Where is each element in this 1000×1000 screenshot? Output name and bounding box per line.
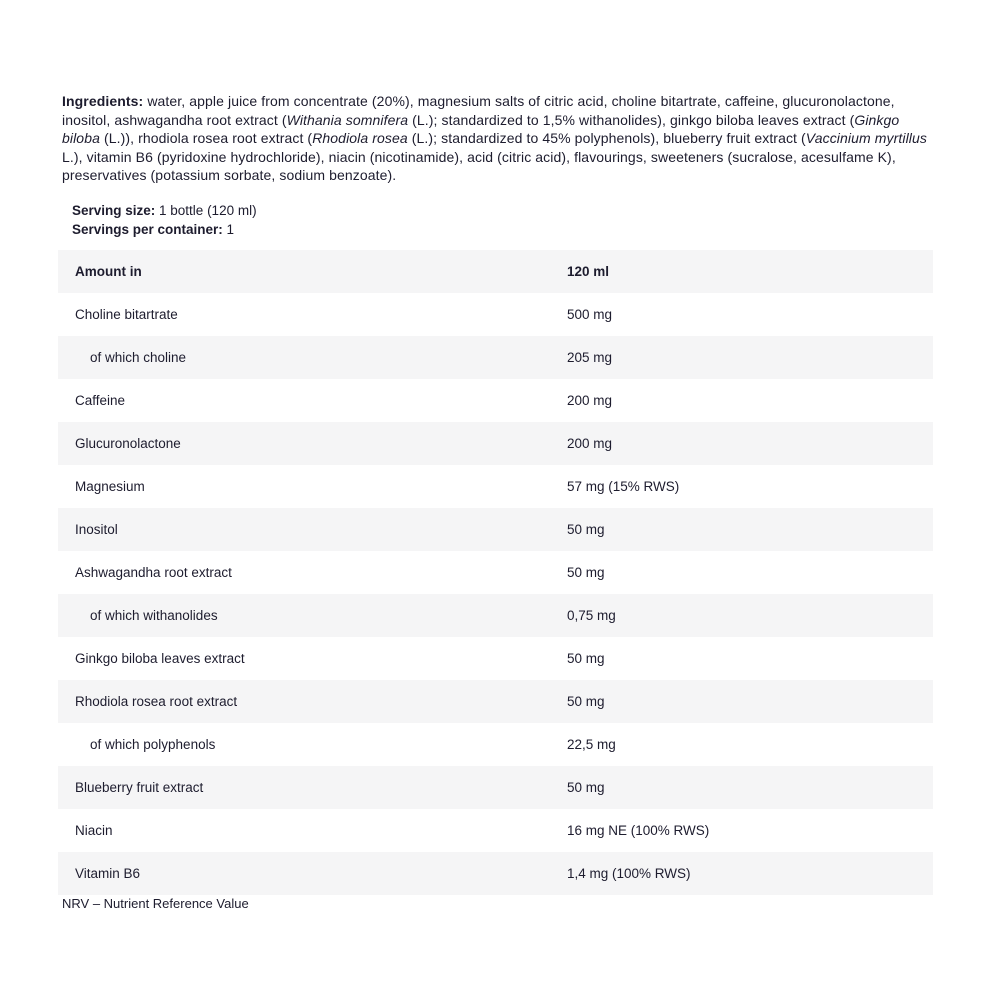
nutrient-name: Inositol [75, 522, 118, 537]
nutrient-name: Choline bitartrate [75, 307, 178, 322]
table-row [58, 637, 933, 680]
nutrition-table [58, 250, 933, 895]
nutrient-name: Glucuronolactone [75, 436, 181, 451]
table-row [58, 680, 933, 723]
nutrient-amount: 50 mg [567, 651, 605, 666]
nutrient-name: of which choline [90, 350, 187, 365]
nutrient-amount: 50 mg [567, 522, 605, 537]
table-row [58, 723, 933, 766]
nutrient-amount: 1,4 mg (100% RWS) [567, 866, 691, 881]
serving-size-label: Serving size: [72, 203, 156, 218]
nutrient-name: Ginkgo biloba leaves extract [75, 651, 245, 666]
nutrient-name: Ashwagandha root extract [75, 565, 232, 580]
nutrient-amount: 50 mg [567, 694, 605, 709]
ingredients-label: Ingredients: [62, 93, 144, 109]
nutrient-amount: 0,75 mg [567, 608, 616, 623]
table-row [58, 766, 933, 809]
nutrient-name: of which withanolides [90, 608, 218, 623]
table-row [58, 336, 933, 379]
nutrient-name: Magnesium [75, 479, 145, 494]
table-row [58, 594, 933, 637]
header-amount-in: Amount in [75, 264, 142, 279]
nutrient-amount: 50 mg [567, 565, 605, 580]
nutrient-amount: 22,5 mg [567, 737, 616, 752]
table-row [58, 465, 933, 508]
nrv-footnote: NRV – Nutrient Reference Value [62, 896, 249, 911]
nutrient-amount: 500 mg [567, 307, 613, 322]
serving-info [72, 201, 257, 239]
header-120ml: 120 ml [567, 264, 610, 279]
nutrient-amount: 200 mg [567, 436, 613, 451]
serving-size-line [72, 201, 257, 220]
nutrition-table-body [58, 293, 933, 895]
ingredients-paragraph [62, 92, 936, 185]
table-row [58, 379, 933, 422]
table-row [58, 508, 933, 551]
table-row [58, 809, 933, 852]
nutrient-name: Blueberry fruit extract [75, 780, 204, 795]
nutrient-amount: 16 mg NE (100% RWS) [567, 823, 710, 838]
nutrient-amount: 50 mg [567, 780, 605, 795]
nutrient-name: Caffeine [75, 393, 126, 408]
table-header-row [58, 250, 933, 293]
table-row [58, 852, 933, 895]
servings-per-container-line [72, 220, 257, 239]
nutrient-name: of which polyphenols [90, 737, 216, 752]
nutrient-amount: 200 mg [567, 393, 613, 408]
table-row [58, 293, 933, 336]
nutrient-name: Vitamin B6 [75, 866, 141, 881]
nutrient-amount: 57 mg (15% RWS) [567, 479, 680, 494]
nutrient-name: Niacin [75, 823, 113, 838]
table-row [58, 422, 933, 465]
table-row [58, 551, 933, 594]
nutrient-name: Rhodiola rosea root extract [75, 694, 238, 709]
serving-size-value: 1 bottle (120 ml) [155, 203, 257, 218]
servings-per-container-label: Servings per container: [72, 222, 223, 237]
ingredients-text: water, apple juice from concentrate (20%), magnesium salts of citric acid, choline bitartrate, caffeine, glucuronolactone, inositol, ashwagandha root extract (Withania somnifera (L.); standardized to 1,5% withanolides), ginkgo biloba leaves extract (Ginkgo biloba (L.)), rhodiola rosea root extract (Rhodiola rosea (L.); standardized to 45% polyphenols), blueberry fruit extract (Vaccinium myrtillus L.), vitamin B6 (pyridoxine hydrochloride), niacin (nicotinamide), acid (citric acid), flavourings, sweeteners (sucralose, acesulfame K), preservatives (potassium sorbate, sodium benzoate). [62, 93, 927, 184]
servings-per-container-value: 1 [222, 222, 235, 237]
nutrient-amount: 205 mg [567, 350, 613, 365]
